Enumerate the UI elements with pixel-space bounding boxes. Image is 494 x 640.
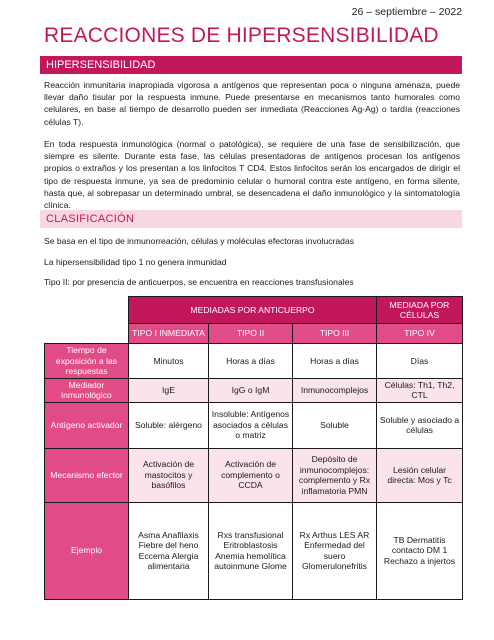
table-cell: Horas a días xyxy=(209,344,293,379)
row-label: Tiempo de exposición a las respuestas xyxy=(45,344,129,379)
table-row xyxy=(45,448,463,502)
type-header: TIPO II xyxy=(209,324,293,344)
table-cell: IgG o IgM xyxy=(209,378,293,402)
date-header: 26 – septiembre – 2022 xyxy=(351,6,462,18)
table-cell: Activación de complemento o CCDA xyxy=(209,448,293,502)
group-antibody-header: MEDIADAS POR ANTICUERPO xyxy=(129,297,377,324)
table-cell: Soluble: alérgeno xyxy=(129,402,209,448)
table-row xyxy=(45,378,463,402)
section-heading-clasificacion: CLASIFICACIÓN xyxy=(40,210,462,228)
table-cell: Días xyxy=(377,344,463,379)
table-row xyxy=(45,402,463,448)
table-cell: TB Dermatitis contacto DM 1 Rechazo a injertos xyxy=(377,502,463,599)
table-cell: Insoluble: Antígenos asociados a células o matriz xyxy=(209,402,293,448)
table-cell: Soluble y asociado a células xyxy=(377,402,463,448)
classification-line-3: Tipo II: por presencia de anticuerpos, se encuentra en reacciones transfusionales xyxy=(44,277,354,287)
table-type-row xyxy=(45,324,463,344)
group-cells-header: MEDIADA POR CÉLULAS xyxy=(377,297,463,324)
table-cell: Inmunocomplejos xyxy=(293,378,377,402)
classification-line-2: La hipersensibilidad tipo 1 no genera inmunidad xyxy=(44,257,227,267)
hypersensitivity-table xyxy=(44,296,463,600)
table-cell: IgE xyxy=(129,378,209,402)
type-header: TIPO IV xyxy=(377,324,463,344)
row-label: Antígeno activador xyxy=(45,402,129,448)
table-cell: Rxs transfusional Eritroblastosis Anemia hemolítica autoinmune Glome xyxy=(209,502,293,599)
table-cell: Asma Anafilaxis Fiebre del heno Eccema Alergia alimentaria xyxy=(129,502,209,599)
table-corner-2 xyxy=(45,324,129,344)
type-header: TIPO I INMEDIATA xyxy=(129,324,209,344)
table-row xyxy=(45,344,463,379)
row-label: Ejemplo xyxy=(45,502,129,599)
table-cell: Horas a días xyxy=(293,344,377,379)
table-corner xyxy=(45,297,129,324)
section-heading-hipersensibilidad: HIPERSENSIBILIDAD xyxy=(40,56,462,74)
table-group-row xyxy=(45,297,463,324)
classification-line-1: Se basa en el tipo de inmunorreación, células y moléculas efectoras involucradas xyxy=(44,236,355,246)
paragraph-definition: Reacción inmunitaria inapropiada vigorosa a antígenos que representan poca o ninguna amenaza, puede llevar daño tisular por la respuesta inmune. Puede presentarse en mecanismos tanto humorales como celulares, en base al tiempo de desarrollo pueden ser inmediata (Reacciones Ag-Ag) o tardía (reacciones células T). xyxy=(44,80,460,127)
row-label: Mecanismo efector xyxy=(45,448,129,502)
type-header: TIPO III xyxy=(293,324,377,344)
table-cell: Depósito de inmunocomplejos: complemento y Rx inflamatoria PMN xyxy=(293,448,377,502)
table-cell: Lesión celular directa: Mos y Tc xyxy=(377,448,463,502)
table-cell: Soluble xyxy=(293,402,377,448)
table-cell: Minutos xyxy=(129,344,209,379)
page-title: REACCIONES DE HIPERSENSIBILIDAD xyxy=(44,24,439,47)
paragraph-sensitization: En toda respuesta inmunológica (normal o patológica), se requiere de una fase de sensibilización, que siempre es silente. Durante esta fase, las células presentadoras de antígenos procesan los antígenos propios o extraños y los presentan a los linfocitos T CD4. Estos linfocitos serán los encargados de dirigir el tipo de respuesta inmune, ya sea de predominio celular o humoral contra este antígeno, en forma silente, hasta que, al sobrepasar un determinado umbral, se desencadena el daño inmunológico y la sintomatología clínica. xyxy=(44,139,460,211)
table-cell: Rx Arthus LES AR Enfermedad del suero Glomerulonefritis xyxy=(293,502,377,599)
row-label: Mediador inmunológico xyxy=(45,378,129,402)
table-cell: Activación de mastocitos y basófilos xyxy=(129,448,209,502)
table-row xyxy=(45,502,463,599)
table-cell: Células: Th1, Th2, CTL xyxy=(377,378,463,402)
